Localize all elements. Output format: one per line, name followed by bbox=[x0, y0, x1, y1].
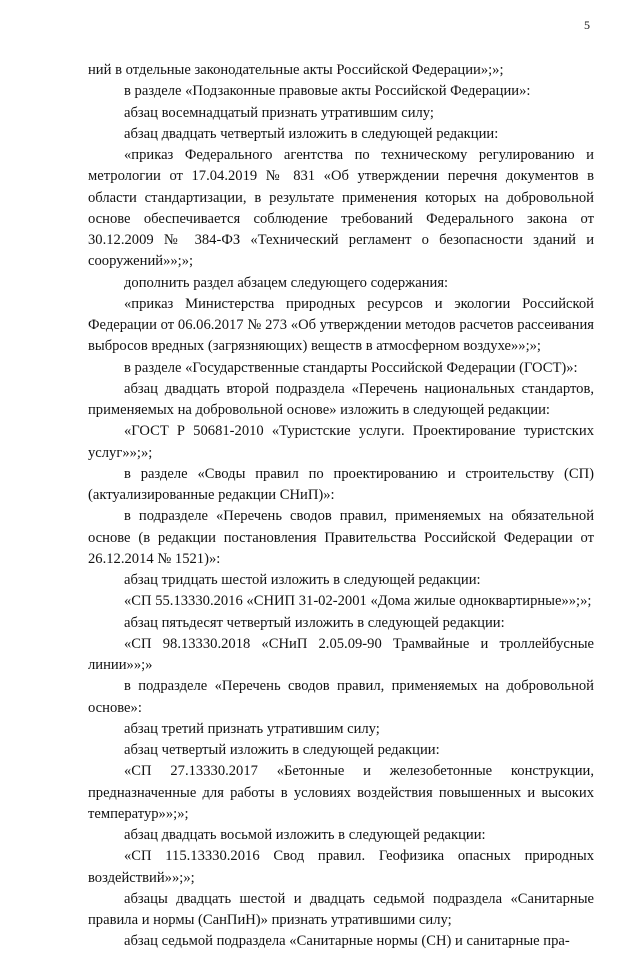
paragraph: абзац четвертый изложить в следующей редакции: bbox=[124, 742, 440, 758]
paragraph: «СП 115.13330.2016 Свод правил. Геофизика опасных природных воздействий»»;»; bbox=[88, 848, 594, 886]
paragraph: в разделе «Подзаконные правовые акты Российской Федерации»: bbox=[124, 83, 531, 100]
paragraph: в подразделе «Перечень сводов правил, применяемых на обязательной основе (в редакции постановления Правительства Российской Федерации от 26.12.2014 № 1521)»: bbox=[88, 508, 594, 567]
paragraph: абзац пятьдесят четвертый изложить в следующей редакции: bbox=[124, 614, 505, 631]
paragraph: «СП 27.13330.2017 «Бетонные и железобетонные конструкции, предназначенные для работы в условиях воздействия повышенных и высоких температур»»;»; bbox=[88, 763, 594, 822]
paragraph: ний в отдельные законодательные акты Российской Федерации»;»; bbox=[88, 62, 504, 78]
paragraph: дополнить раздел абзацем следующего содержания: bbox=[124, 274, 449, 291]
paragraph: «СП 55.13330.2016 «СНИП 31-02-2001 «Дома жилые одноквартирные»»;»; bbox=[124, 593, 592, 610]
paragraph: «СП 98.13330.2018 «СНиП 2.05.09-90 Трамвайные и троллейбусные линии»»;» bbox=[88, 635, 594, 673]
page-number: 5 bbox=[584, 18, 590, 32]
paragraph: абзацы двадцать шестой и двадцать седьмой подраздела «Санитарные правила и нормы (СанПиН)» признать утратившими силу; bbox=[88, 890, 594, 928]
paragraph: абзац двадцать второй подраздела «Перечень национальных стандартов, применяемых на добровольной основе» изложить в следующей редакции: bbox=[88, 380, 594, 418]
paragraph: абзац двадцать восьмой изложить в следующей редакции: bbox=[124, 827, 486, 843]
paragraph: в разделе «Государственные стандарты Российской Федерации (ГОСТ)»: bbox=[124, 359, 578, 376]
paragraph: абзац двадцать четвертый изложить в следующей редакции: bbox=[124, 125, 499, 142]
paragraph: в подразделе «Перечень сводов правил, применяемых на добровольной основе»: bbox=[88, 678, 594, 716]
paragraph: абзац седьмой подраздела «Санитарные нормы (СН) и санитарные пра- bbox=[124, 933, 570, 950]
paragraph: «ГОСТ Р 50681-2010 «Туристские услуги. Проектирование туристских услуг»»;»; bbox=[88, 423, 594, 461]
paragraph: абзац тридцать шестой изложить в следующей редакции: bbox=[124, 572, 481, 588]
paragraph: в разделе «Своды правил по проектированию и строительству (СП) (актуализированные редакции СНиП)»: bbox=[88, 465, 594, 503]
paragraph: «приказ Федерального агентства по техническому регулированию и метрологии от 17.04.2019 № 831 «Об утверждении перечня документов в области стандартизации, в результате применения которых на добровольной основе обеспечивается соблюдение требований Федерального закона от 30.12.2009 № 384-ФЗ «Технический регламент о безопасности зданий и сооружений»»;»; bbox=[88, 147, 594, 270]
paragraph: абзац третий признать утратившим силу; bbox=[124, 720, 380, 737]
paragraph: «приказ Министерства природных ресурсов и экологии Российской Федерации от 06.06.2017 № 273 «Об утверждении методов расчетов рассеивания выбросов вредных (загрязняющих) веществ в атмосферном воздухе»»;»; bbox=[88, 295, 594, 355]
document-body bbox=[88, 60, 594, 953]
paragraph: абзац восемнадцатый признать утратившим силу; bbox=[124, 104, 434, 121]
